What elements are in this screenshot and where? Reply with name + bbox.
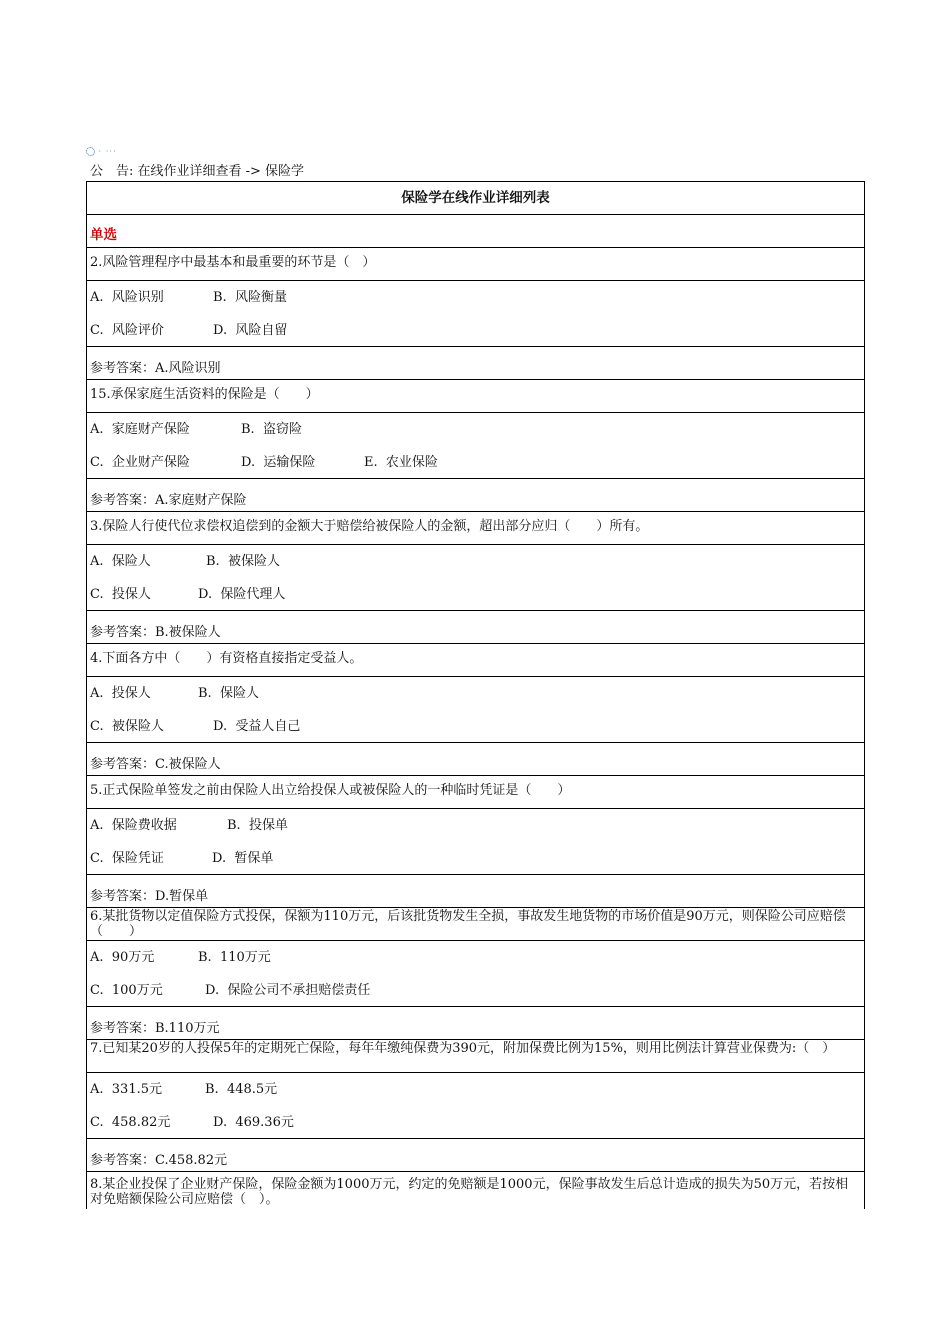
question-options: [87, 545, 864, 611]
option-a: A. 家庭财产保险: [90, 422, 190, 437]
options-line-2: [90, 710, 861, 743]
question-text: 15.承保家庭生活资料的保险是（ ）: [87, 380, 864, 413]
question-options: [87, 809, 864, 875]
option-a: A. 90万元: [90, 950, 155, 965]
option-a: A. 331.5元: [90, 1082, 163, 1097]
question-options: [87, 941, 864, 1007]
option-c: C. 被保险人: [90, 719, 164, 734]
option-c: C. 100万元: [90, 983, 163, 998]
options-line-1: [90, 281, 861, 314]
options-line-1: [90, 941, 861, 974]
breadcrumb-notice: 公 告: 在线作业详细查看 -> 保险学: [90, 164, 305, 179]
question-text: 8.某企业投保了企业财产保险，保险金额为1000万元，约定的免赔额是1000元，保险事故发生后总计造成的损失为50万元，若按相对免赔额保险公司应赔偿（ ）。: [90, 1177, 849, 1207]
options-line-2: [90, 578, 861, 611]
question-options: [87, 413, 864, 479]
options-line-2: [90, 974, 861, 1007]
reference-answer: 参考答案：A.家庭财产保险: [87, 479, 864, 512]
logo-mark-icon: [86, 147, 95, 156]
question-text: 2.风险管理程序中最基本和最重要的环节是（ ）: [87, 248, 864, 281]
question-options: [87, 1073, 864, 1139]
question-text: 5.正式保险单签发之前由保险人出立给投保人或被保险人的一种临时凭证是（ ）: [87, 776, 864, 809]
options-line-1: [90, 809, 861, 842]
option-a: A. 风险识别: [90, 290, 164, 305]
option-d: D. 469.36元: [213, 1115, 294, 1130]
options-line-1: [90, 545, 861, 578]
homework-table: [86, 181, 865, 1209]
option-d: D. 保险公司不承担赔偿责任: [205, 983, 371, 998]
option-c: C. 458.82元: [90, 1115, 171, 1130]
option-b: B. 盗窃险: [241, 422, 302, 437]
option-c: C. 投保人: [90, 587, 151, 602]
question-options: [87, 677, 864, 743]
site-logo: [86, 146, 122, 158]
reference-answer: 参考答案：B.被保险人: [87, 611, 864, 644]
option-e: E. 农业保险: [364, 455, 438, 470]
question-options: [87, 281, 864, 347]
question-text: 4.下面各方中（ ）有资格直接指定受益人。: [87, 644, 864, 677]
option-d: D. 保险代理人: [198, 587, 286, 602]
reference-answer: 参考答案：B.110万元: [87, 1007, 864, 1040]
option-b: B. 被保险人: [206, 554, 280, 569]
option-c: C. 企业财产保险: [90, 455, 190, 470]
reference-answer: 参考答案：D.暂保单: [87, 875, 864, 908]
option-a: A. 保险人: [90, 554, 151, 569]
option-d: D. 受益人自己: [213, 719, 301, 734]
option-b: B. 风险衡量: [213, 290, 287, 305]
option-c: C. 风险评价: [90, 323, 164, 338]
options-line-2: [90, 842, 861, 875]
options-line-2: [90, 1106, 861, 1139]
reference-answer: 参考答案：C.458.82元: [87, 1139, 864, 1172]
option-d: D. 暂保单: [212, 851, 274, 866]
options-line-1: [90, 413, 861, 446]
table-title: 保险学在线作业详细列表: [87, 182, 864, 215]
logo-text: · ···: [98, 148, 117, 155]
option-d: D. 运输保险: [241, 455, 316, 470]
option-b: B. 110万元: [198, 950, 271, 965]
option-b: B. 保险人: [198, 686, 259, 701]
option-d: D. 风险自留: [213, 323, 288, 338]
reference-answer: 参考答案：A.风险识别: [87, 347, 864, 380]
section-label-single-choice: 单选: [87, 215, 864, 248]
options-line-1: [90, 1073, 861, 1106]
options-line-2: [90, 446, 861, 479]
question-text: 6.某批货物以定值保险方式投保，保额为110万元，后该批货物发生全损，事故发生地货物的市场价值是90万元，则保险公司应赔偿（ ）: [87, 908, 864, 941]
option-a: A. 投保人: [90, 686, 151, 701]
reference-answer: 参考答案：C.被保险人: [87, 743, 864, 776]
options-line-1: [90, 677, 861, 710]
options-line-2: [90, 314, 861, 347]
option-b: B. 448.5元: [205, 1082, 278, 1097]
question-text: 3.保险人行使代位求偿权追偿到的金额大于赔偿给被保险人的金额，超出部分应归（ ）所有。: [87, 512, 864, 545]
option-c: C. 保险凭证: [90, 851, 164, 866]
question-text: 7.已知某20岁的人投保5年的定期死亡保险，每年年缴纯保费为390元，附加保费比例为15%，则用比例法计算营业保费为:（ ）: [87, 1040, 864, 1073]
option-a: A. 保险费收据: [90, 818, 177, 833]
option-b: B. 投保单: [227, 818, 288, 833]
